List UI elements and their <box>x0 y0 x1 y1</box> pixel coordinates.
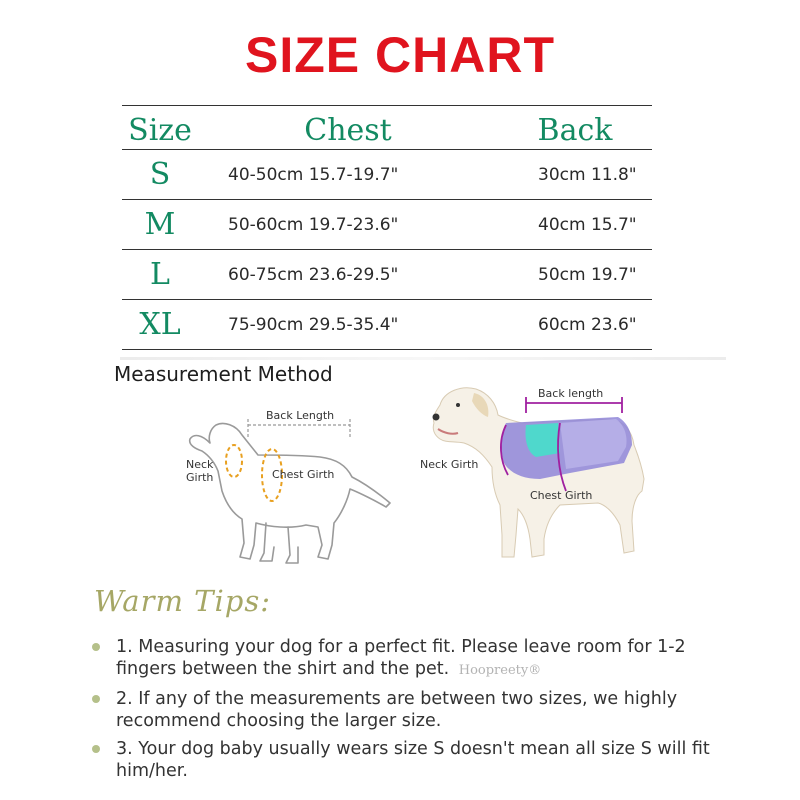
bullet-icon <box>92 745 100 753</box>
tip-text: 1. Measuring your dog for a perfect fit. Please leave room for 1-2 fingers between the shirt and the pet. <box>116 637 686 679</box>
back-length-label-right: Back length <box>538 387 604 400</box>
girth-label: Girth <box>186 471 214 484</box>
header-chest: Chest <box>304 113 392 148</box>
back-cell: 50cm 19.7" <box>538 264 637 285</box>
section-divider <box>120 357 726 360</box>
chest-cell: 50-60cm 19.7-23.6" <box>228 214 399 235</box>
chest-cell: 40-50cm 15.7-19.7" <box>228 164 399 185</box>
chest-cell: 60-75cm 23.6-29.5" <box>228 264 399 285</box>
tip-text: 2. If any of the measurements are between two sizes, we highly recommend choosing the larger size. <box>116 689 678 731</box>
bullet-icon <box>92 695 100 703</box>
tip-text: 3. Your dog baby usually wears size S doesn't mean all size S will fit him/her. <box>116 739 710 781</box>
back-length-label: Back Length <box>266 409 335 422</box>
bullet-icon <box>92 643 100 651</box>
back-cell: 60cm 23.6" <box>538 314 637 335</box>
warm-tips-title: Warm Tips: <box>94 584 271 618</box>
header-back: Back <box>537 113 613 148</box>
table-header-row <box>122 106 652 150</box>
neck-girth-label-right: Neck Girth <box>420 458 479 471</box>
warm-tips-list <box>92 636 732 788</box>
dog-outline-diagram <box>180 395 400 570</box>
size-cell: M <box>144 207 176 242</box>
dog-photo-icon <box>410 375 670 570</box>
measurement-method-title: Measurement Method <box>114 362 333 386</box>
table-row <box>122 150 652 200</box>
table-row <box>122 300 652 350</box>
size-cell: XL <box>139 307 181 342</box>
neck-label: Neck <box>186 458 214 471</box>
size-cell: S <box>149 157 171 192</box>
back-cell: 30cm 11.8" <box>538 164 637 185</box>
chest-cell: 75-90cm 29.5-35.4" <box>228 314 399 335</box>
list-item <box>92 688 732 732</box>
size-cell: L <box>150 257 170 292</box>
table-row <box>122 200 652 250</box>
size-chart-title: SIZE CHART <box>245 27 555 83</box>
list-item <box>92 738 732 782</box>
chest-girth-label-right: Chest Girth <box>530 489 593 502</box>
back-cell: 40cm 15.7" <box>538 214 637 235</box>
dog-vest-diagram <box>410 375 670 570</box>
list-item <box>92 636 732 682</box>
watermark: Hoopreety® <box>458 663 542 678</box>
header-size: Size <box>128 113 192 148</box>
chest-girth-label: Chest Girth <box>272 468 335 481</box>
table-row <box>122 250 652 300</box>
size-table <box>122 105 652 350</box>
